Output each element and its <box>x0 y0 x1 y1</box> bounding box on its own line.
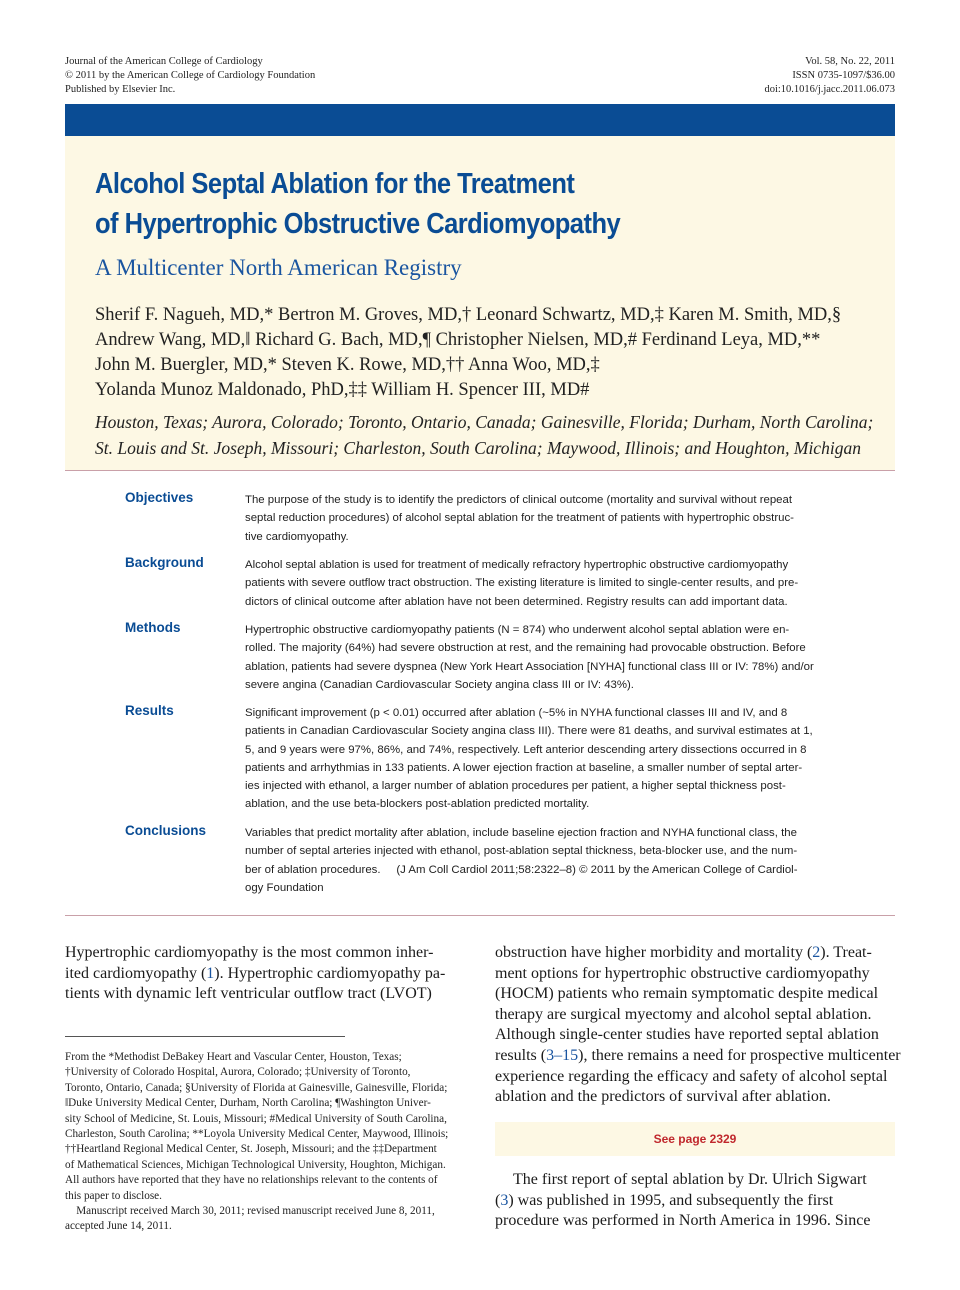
reference-link[interactable]: 3 <box>500 1191 509 1209</box>
author-line: Sherif F. Nagueh, MD,* Bertron M. Groves, MD,† Leonard Schwartz, MD,‡ Karen M. Smith, MD,§ <box>95 305 842 325</box>
abstract-bottom-rule <box>65 915 895 916</box>
abstract-text <box>245 491 895 546</box>
publisher-line: Published by Elsevier Inc. <box>65 84 176 95</box>
abstract-line: Hypertrophic obstructive cardiomyopathy patients (N = 874) who underwent alcohol septal ablation were en- <box>245 624 790 636</box>
abstract-line: ablation, patients had severe dyspnea (New York Heart Association [NYHA] functional class III or IV: 78%) and/or <box>245 660 814 673</box>
body-line: ablation and the predictors of survival after ablation. <box>495 1088 831 1106</box>
abstract-heading: Conclusions <box>125 823 207 838</box>
author-line: Andrew Wang, MD,‖ Richard G. Bach, MD,¶ Christopher Nielsen, MD,# Ferdinand Leya, MD,** <box>95 330 821 350</box>
author-list <box>95 303 895 403</box>
abstract-line: ogy Foundation <box>245 881 324 894</box>
footnote-line: sity School of Medicine, St. Louis, Missouri; #Medical University of South Carolina, <box>65 1112 447 1125</box>
abstract-line: number of septal arteries injected with ethanol, post-ablation septal thickness, beta-blocker use, and the num- <box>245 845 798 858</box>
body-right-column <box>495 943 901 1108</box>
affiliation-list <box>95 409 895 461</box>
footnote-line: Toronto, Ontario, Canada; §University of Florida at Gainesville, Gainesville, Florida; <box>65 1081 448 1094</box>
body-text: ). Treat- <box>820 944 872 961</box>
body-line: Hypertrophic cardiomyopathy is the most common inher- <box>65 944 434 961</box>
see-page-link[interactable]: See page 2329 <box>495 1122 895 1156</box>
abstract-line: severe angina (Canadian Cardiovascular Society angina class III or IV: 43%). <box>245 678 634 691</box>
footnote-line: of Mathematical Sciences, Michigan Technological University, Houghton, Michigan. <box>65 1158 446 1171</box>
affiliation-footnote <box>65 1050 465 1235</box>
body-line <box>495 943 895 964</box>
body-text: ) was published in 1995, and subsequently the first <box>508 1191 834 1209</box>
body-text: ). Hypertrophic cardiomyopathy pa- <box>214 964 446 982</box>
abstract-line: dictors of clinical outcome after ablation have not been determined. Registry results can add important data. <box>245 595 788 608</box>
body-left-column <box>65 943 465 1005</box>
journal-header-left <box>65 55 315 97</box>
abstract-heading: Results <box>125 703 174 718</box>
footnote-line: †University of Colorado Hospital, Aurora, Colorado; ‡University of Toronto, <box>65 1066 411 1079</box>
abstract-heading: Methods <box>125 620 181 635</box>
abstract-line: The purpose of the study is to identify the predictors of clinical outcome (mortality and survival without repeat <box>245 494 793 506</box>
body-line: (HOCM) patients who remain symptomatic despite medical <box>495 985 879 1003</box>
body-line: Although single-center studies have reported septal ablation <box>495 1026 879 1044</box>
reference-link[interactable]: 2 <box>812 944 821 961</box>
body-text: ), there remains a need for prospective multicenter <box>578 1046 901 1064</box>
body-line: ment options for hypertrophic obstructive cardiomyopathy <box>495 964 870 982</box>
body-line: therapy are surgical myectomy and alcohol septal ablation. <box>495 1005 872 1023</box>
header-color-bar <box>65 104 895 136</box>
abstract-line: tive cardiomyopathy. <box>245 530 349 543</box>
body-line: tients with dynamic left ventricular outflow tract (LVOT) <box>65 985 432 1003</box>
body-line <box>65 964 465 985</box>
abstract-line: patients and arrhythmias in 133 patients. A lower ejection fraction at baseline, a smaller number of septal arter- <box>245 761 803 774</box>
affiliation-line: Houston, Texas; Aurora, Colorado; Toronto, Ontario, Canada; Gainesville, Florida; Durham, North Carolina; <box>95 412 874 432</box>
reference-link[interactable]: 1 <box>206 964 215 982</box>
footnote-line: From the *Methodist DeBakey Heart and Vascular Center, Houston, Texas; <box>65 1051 402 1063</box>
affiliation-line: St. Louis and St. Joseph, Missouri; Charleston, South Carolina; Maywood, Illinois; and Houghton, Michigan <box>95 438 861 458</box>
footnote-line: ††Heartland Regional Medical Center, St. Joseph, Missouri; and the ‡‡Department <box>65 1143 437 1156</box>
reference-link[interactable]: 3–15 <box>546 1046 579 1064</box>
abstract-text <box>245 824 895 897</box>
footnote-line: this paper to disclose. <box>65 1189 162 1202</box>
abstract-line: ablation, and the use beta-blockers post-ablation predicted mortality. <box>245 798 590 811</box>
title-line: of Hypertrophic Obstructive Cardiomyopathy <box>95 208 621 240</box>
abstract-top-rule <box>65 470 895 471</box>
body-line: The first report of septal ablation by Dr. Ulrich Sigwart <box>513 1171 867 1188</box>
journal-header-right <box>764 55 895 97</box>
abstract-line: ber of ablation procedures. (J Am Coll Cardiol 2011;58:2322–8) © 2011 by the American College of Cardiol- <box>245 863 798 876</box>
body-line <box>495 1191 895 1212</box>
footnote-rule <box>65 1036 345 1037</box>
article-subtitle: A Multicenter North American Registry <box>95 255 462 280</box>
body-line: experience regarding the efficacy and safety of alcohol septal <box>495 1067 888 1085</box>
body-text: ited cardiomyopathy ( <box>65 964 207 982</box>
abstract-line: patients in Canadian Cardiovascular Society angina class III). There were 81 deaths, and survival estimates at 1, <box>245 725 813 738</box>
article-title <box>95 164 711 244</box>
footnote-line: Manuscript received March 30, 2011; revised manuscript received June 8, 2011, <box>65 1205 435 1218</box>
doi-line[interactable]: doi:10.1016/j.jacc.2011.06.073 <box>764 84 895 95</box>
abstract-line: Alcohol septal ablation is used for treatment of medically refractory hypertrophic obstructive cardiomyopathy <box>245 559 789 571</box>
body-text: obstruction have higher morbidity and mortality ( <box>495 944 813 961</box>
body-line: procedure was performed in North America in 1996. Since <box>495 1212 871 1230</box>
journal-name: Journal of the American College of Cardiology <box>65 56 263 67</box>
abstract-line: septal reduction procedures) of alcohol septal ablation for the treatment of patients with hypertrophic obstruc- <box>245 512 794 525</box>
abstract-heading: Background <box>125 555 204 570</box>
author-line: John M. Buergler, MD,* Steven K. Rowe, MD,†† Anna Woo, MD,‡ <box>95 355 600 375</box>
abstract-line: patients with severe outflow tract obstruction. The existing literature is limited to single-center results, and pre- <box>245 577 799 590</box>
abstract-text <box>245 704 895 814</box>
abstract-line: rolled. The majority (64%) had severe obstruction at rest, and the remaining had provocable obstruction. Before <box>245 642 806 655</box>
abstract-line: Variables that predict mortality after ablation, include baseline ejection fraction and NYHA functional class, the <box>245 827 797 839</box>
title-line: Alcohol Septal Ablation for the Treatment <box>95 168 575 200</box>
body-right-paragraph-2 <box>495 1170 895 1232</box>
abstract-text <box>245 621 895 694</box>
abstract-text <box>245 556 895 611</box>
footnote-line: accepted June 14, 2011. <box>65 1220 172 1233</box>
author-line: Yolanda Munoz Maldonado, PhD,‡‡ William H. Spencer III, MD# <box>95 380 590 400</box>
abstract-heading: Objectives <box>125 490 194 505</box>
issn-line: ISSN 0735-1097/$36.00 <box>792 70 895 81</box>
footnote-line: All authors have reported that they have no relationships relevant to the contents of <box>65 1174 438 1187</box>
abstract-line: Significant improvement (p < 0.01) occurred after ablation (~5% in NYHA functional classes III and IV, and 8 <box>245 707 788 719</box>
abstract-line: 5, and 9 years were 97%, 86%, and 74%, respectively. Left anterior descending artery dissections occurred in 8 <box>245 743 807 756</box>
body-line <box>495 1046 901 1067</box>
volume-line: Vol. 58, No. 22, 2011 <box>805 56 895 67</box>
footnote-line: ‖Duke University Medical Center, Durham, North Carolina; ¶Washington Univer- <box>65 1097 431 1110</box>
abstract-line: ies injected with ethanol, a larger number of ablation procedures per patient, a higher septal thickness post- <box>245 780 786 793</box>
body-text: results ( <box>495 1046 547 1064</box>
body-text: ( <box>495 1191 501 1209</box>
footnote-line: Charleston, South Carolina; **Loyola University Medical Center, Maywood, Illinois; <box>65 1128 449 1141</box>
copyright-line: © 2011 by the American College of Cardiology Foundation <box>65 70 316 81</box>
